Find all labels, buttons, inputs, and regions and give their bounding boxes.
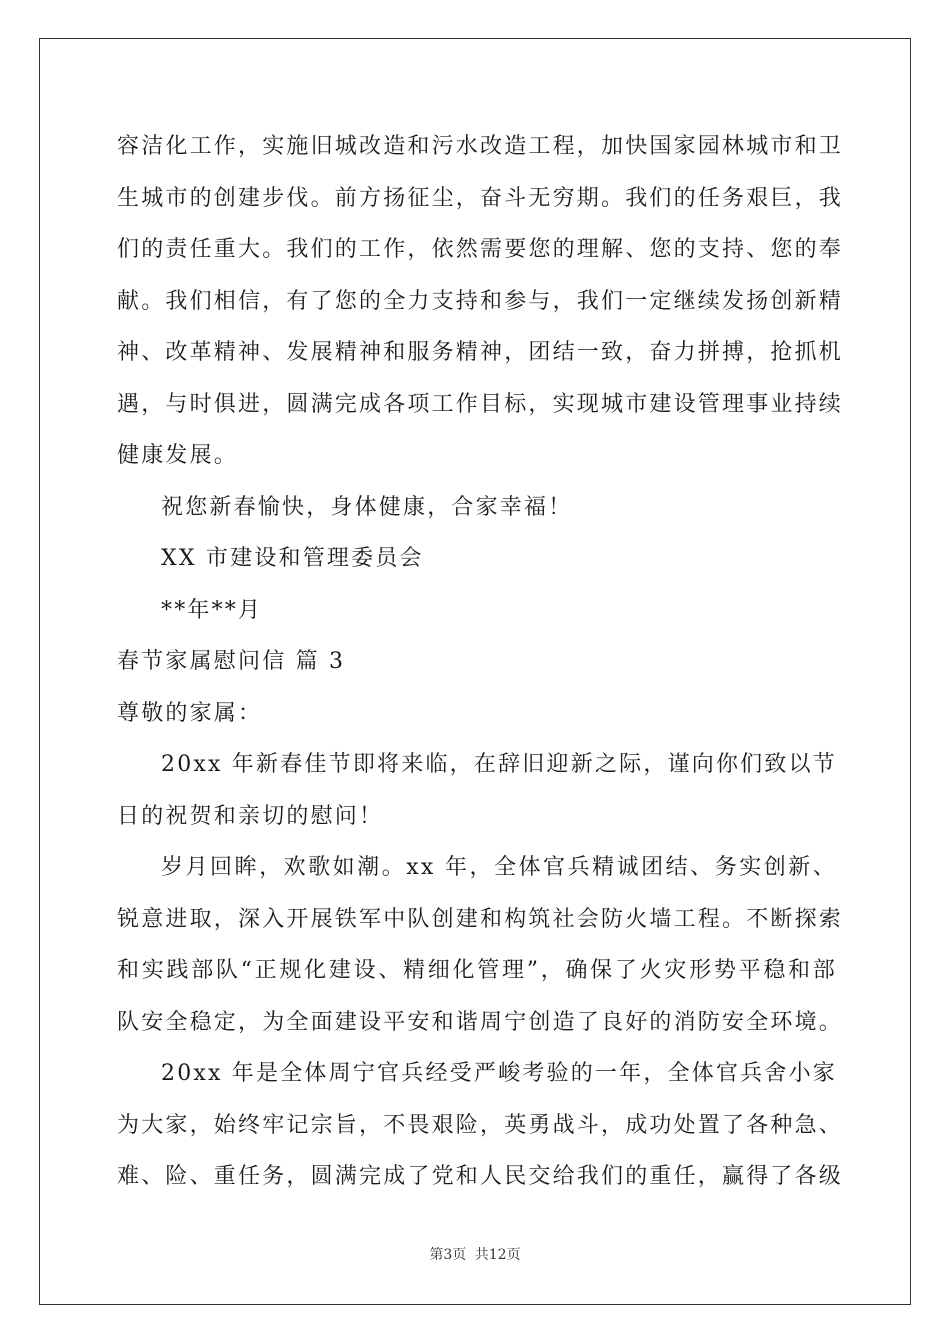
text-line: 20xx 年新春佳节即将来临，在辞旧迎新之际，谨向你们致以节 (161, 752, 837, 777)
text-line: 遇，与时俱进，圆满完成各项工作目标，实现城市建设管理事业持续 (117, 391, 844, 417)
text-line: 献。我们相信，有了您的全力支持和参与，我们一定继续发扬创新精 (117, 288, 844, 314)
text-line: 队安全稳定，为全面建设平安和谐周宁创造了良好的消防安全环境。 (117, 1009, 844, 1035)
signature-organization: XX 市建设和管理委员会 (161, 546, 424, 571)
greeting-line: 祝您新春愉快，身体健康，合家幸福！ (161, 494, 573, 520)
text-line: 容洁化工作，实施旧城改造和污水改造工程，加快国家园林城市和卫 (117, 134, 844, 159)
page-number: 第3页 (429, 1247, 467, 1263)
text-line: 20xx 年是全体周宁官兵经受严峻考验的一年，全体官兵舍小家 (161, 1061, 837, 1086)
text-line: 们的责任重大。我们的工作，依然需要您的理解、您的支持、您的奉 (117, 237, 844, 262)
text-line: 为大家，始终牢记宗旨，不畏艰险，英勇战斗，成功处置了各种急、 (117, 1112, 844, 1138)
salutation: 尊敬的家属： (117, 700, 263, 726)
text-line: 和实践部队“正规化建设、精细化管理”，确保了火灾形势平稳和部 (117, 958, 837, 983)
section-heading: 春节家属慰问信 篇 3 (117, 649, 346, 674)
text-line: 健康发展。 (117, 443, 239, 468)
text-line: 岁月回眸，欢歌如潮。xx 年，全体官兵精诚团结、务实创新、 (161, 855, 837, 880)
text-line: 难、险、重任务，圆满完成了党和人民交给我们的重任，赢得了各级 (117, 1164, 844, 1189)
document-body (117, 121, 844, 1203)
page-footer (0, 1244, 950, 1264)
text-line: 日的祝贺和亲切的慰问！ (117, 803, 384, 829)
signature-date: **年**月 (161, 597, 263, 623)
page-total: 共12页 (474, 1247, 521, 1263)
text-line: 生城市的创建步伐。前方扬征尘，奋斗无穷期。我们的任务艰巨，我 (117, 185, 844, 211)
text-line: 神、改革精神、发展精神和服务精神，团结一致，奋力拼搏，抢抓机 (117, 340, 844, 365)
text-line: 锐意进取，深入开展铁军中队创建和构筑社会防火墙工程。不断探索 (117, 906, 844, 932)
